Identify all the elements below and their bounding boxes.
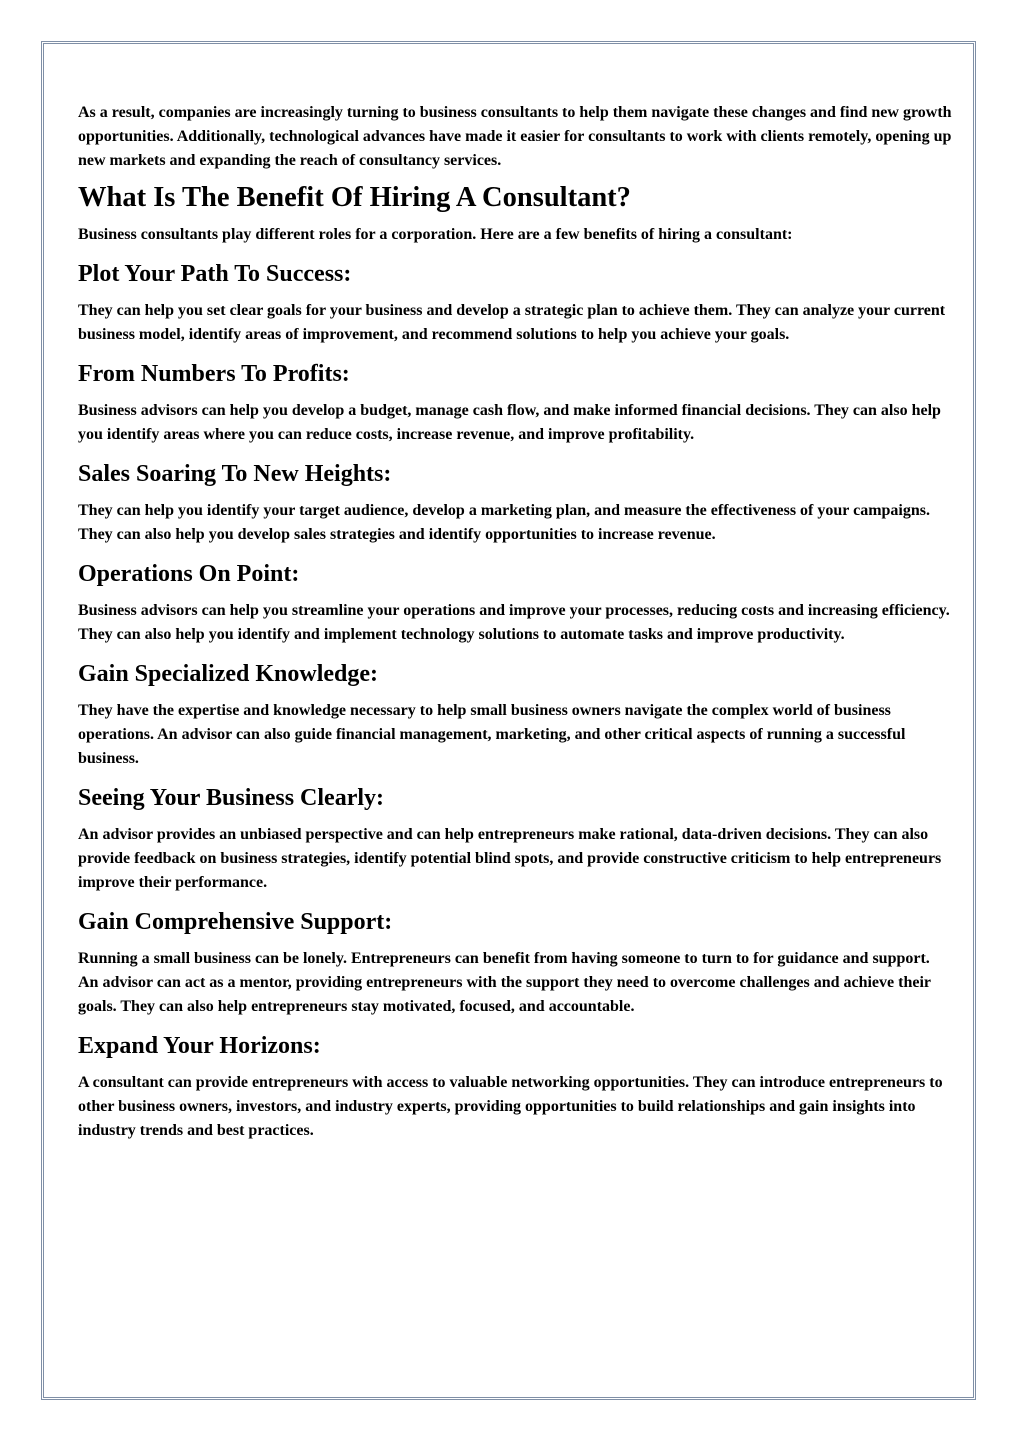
section-heading-seeing-clearly: Seeing Your Business Clearly: bbox=[78, 785, 385, 811]
section-heading-plot-path: Plot Your Path To Success: bbox=[78, 261, 352, 287]
intro-paragraph: As a result, companies are increasingly turning to business consultants to help them navigate these changes and find new growth opportunities. Additionally, technological advances have made it easier for consultants to work with clients remotely, opening up new markets and expanding the reach of consultancy services. bbox=[78, 104, 952, 169]
section-body-support: Running a small business can be lonely. Entrepreneurs can benefit from having someone to turn to for guidance and support. An advisor can act as a mentor, providing entrepreneurs with the support they need to overcome challenges and achieve their goals. They can also help entrepreneurs stay motivated, focused, and accountable. bbox=[78, 950, 931, 1015]
main-intro-paragraph: Business consultants play different roles for a corporation. Here are a few benefits of hiring a consultant: bbox=[78, 226, 793, 243]
section-body-sales: They can help you identify your target audience, develop a marketing plan, and measure the effectiveness of your campaigns. They can also help you develop sales strategies and identify opportunities to increase revenue. bbox=[78, 502, 930, 543]
section-body-plot-path: They can help you set clear goals for your business and develop a strategic plan to achieve them. They can analyze your current business model, identify areas of improvement, and recommend solutions to help you achieve your goals. bbox=[78, 302, 946, 343]
section-heading-horizons: Expand Your Horizons: bbox=[78, 1033, 321, 1059]
section-heading-operations: Operations On Point: bbox=[78, 561, 300, 587]
section-body-knowledge: They have the expertise and knowledge necessary to help small business owners navigate the complex world of business operations. An advisor can also guide financial management, marketing, and other critical aspects of running a successful business. bbox=[78, 702, 906, 767]
section-body-horizons: A consultant can provide entrepreneurs with access to valuable networking opportunities. They can introduce entrepreneurs to other business owners, investors, and industry experts, providing opportunities to build relationships and gain insights into industry trends and best practices. bbox=[78, 1074, 943, 1139]
section-body-numbers-profits: Business advisors can help you develop a budget, manage cash flow, and make informed financial decisions. They can also help you identify areas where you can reduce costs, increase revenue, and improve profitability. bbox=[78, 402, 941, 443]
section-heading-sales: Sales Soaring To New Heights: bbox=[78, 461, 392, 487]
section-heading-support: Gain Comprehensive Support: bbox=[78, 909, 393, 935]
section-body-seeing-clearly: An advisor provides an unbiased perspective and can help entrepreneurs make rational, data-driven decisions. They can also provide feedback on business strategies, identify potential blind spots, and provide constructive criticism to help entrepreneurs improve their performance. bbox=[78, 826, 942, 891]
section-heading-knowledge: Gain Specialized Knowledge: bbox=[78, 661, 378, 687]
section-body-operations: Business advisors can help you streamline your operations and improve your processes, reducing costs and increasing efficiency. They can also help you identify and implement technology solutions to automate tasks and improve productivity. bbox=[78, 602, 950, 643]
main-heading: What Is The Benefit Of Hiring A Consultant? bbox=[78, 182, 631, 213]
section-heading-numbers-profits: From Numbers To Profits: bbox=[78, 361, 350, 387]
document-content bbox=[78, 101, 953, 1143]
